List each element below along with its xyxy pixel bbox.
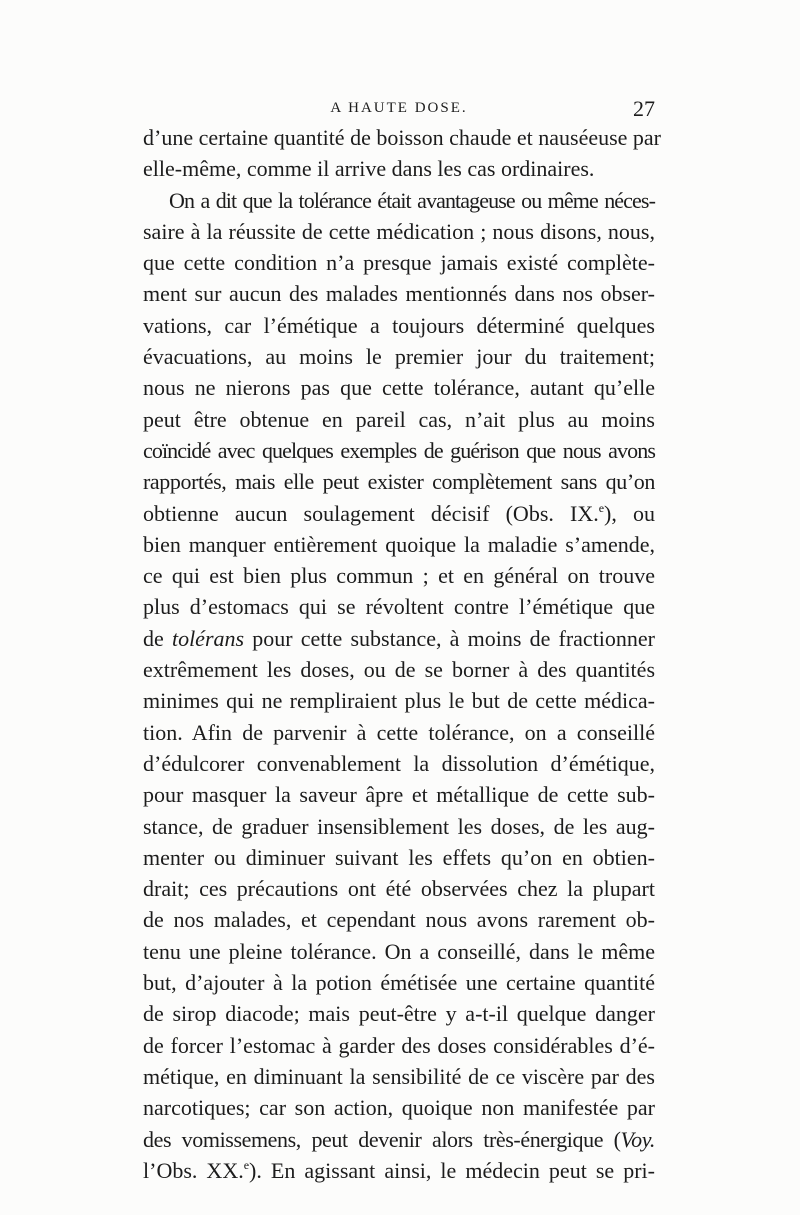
text-line: l’Obs. XX.$^e$). En agissant ainsi, le médecin peut se pri- — [143, 1157, 655, 1183]
italic-word: tolérans — [171, 625, 245, 651]
paragraph-start-line: On a dit que la tolérance était avantageuse ou même néces- — [169, 187, 655, 213]
text-line: coïncidé avec quelques exemples de guérison que nous avons — [143, 437, 655, 463]
text-line: drait; ces précautions ont été observées chez la plupart — [143, 876, 655, 902]
text-line: stance, de graduer insensiblement les doses, de les aug- — [143, 813, 655, 839]
text-line: que cette condition n’a presque jamais existé complète- — [143, 250, 655, 276]
text-line: tenu une pleine tolérance. On a conseillé, dans le même — [143, 938, 655, 964]
text-line: ment sur aucun des malades mentionnés dans nos obser- — [143, 281, 655, 307]
text-line: des vomissemens, peut devenir alors très-énergique (Voy. — [143, 1126, 655, 1152]
text-line: bien manquer entièrement quoique la maladie s’amende, — [143, 531, 655, 557]
text-line: rapportés, mais elle peut exister complètement sans qu’on — [143, 469, 655, 495]
body-text — [143, 122, 662, 1186]
text-line: menter ou diminuer suivant les effets qu’on en obtien- — [143, 844, 655, 870]
page-number: 27 — [633, 96, 655, 121]
text-line: obtienne aucun soulagement décisif (Obs. IX.$^e$), ou — [143, 500, 655, 526]
superscript: e — [243, 1157, 250, 1172]
page-header — [143, 96, 655, 124]
text-line: de nos malades, et cependant nous avons rarement ob- — [143, 907, 655, 933]
text-line: de sirop diacode; mais peut-être y a-t-il quelque danger — [143, 1001, 655, 1027]
text-line: plus d’estomacs qui se révoltent contre l’émétique que — [143, 594, 655, 620]
text-line: saire à la réussite de cette médication ; nous disons, nous, — [143, 218, 655, 244]
text-line: d’une certaine quantité de boisson chaude et nauséeuse par — [143, 125, 662, 150]
text-line: vations, car l’émétique a toujours déterminé quelques — [143, 312, 655, 338]
text-line: elle-même, comme il arrive dans les cas ordinaires. — [143, 156, 595, 182]
running-title: A HAUTE DOSE. — [330, 100, 468, 116]
text-line: de forcer l’estomac à garder des doses considérables d’é- — [143, 1032, 655, 1058]
text-line: nous ne nierons pas que cette tolérance, autant qu’elle — [143, 375, 655, 401]
text-line: tion. Afin de parvenir à cette tolérance, on a conseillé — [143, 719, 655, 745]
text-line: ce qui est bien plus commun ; et en général on trouve — [143, 563, 655, 589]
text-line: d’édulcorer convenablement la dissolution d’émétique, — [143, 750, 655, 776]
text-line: peut être obtenue en pareil cas, n’ait plus au moins — [143, 406, 655, 432]
text-line: évacuations, au moins le premier jour du traitement; — [143, 344, 655, 370]
text-line: minimes qui ne rempliraient plus le but de cette médica- — [143, 688, 655, 714]
superscript: e — [598, 500, 605, 515]
text-line: de tolérans pour cette substance, à moins de fractionner — [143, 625, 656, 651]
italic-word: Voy. — [620, 1126, 655, 1152]
text-line: narcotiques; car son action, quoique non manifestée par — [143, 1095, 655, 1121]
text-line: extrêmement les doses, ou de se borner à des quantités — [143, 657, 655, 683]
text-line: pour masquer la saveur âpre et métallique de cette sub- — [143, 782, 655, 808]
text-line: métique, en diminuant la sensibilité de ce viscère par des — [143, 1063, 655, 1089]
text-line: but, d’ajouter à la potion émétisée une certaine quantité — [143, 970, 655, 996]
